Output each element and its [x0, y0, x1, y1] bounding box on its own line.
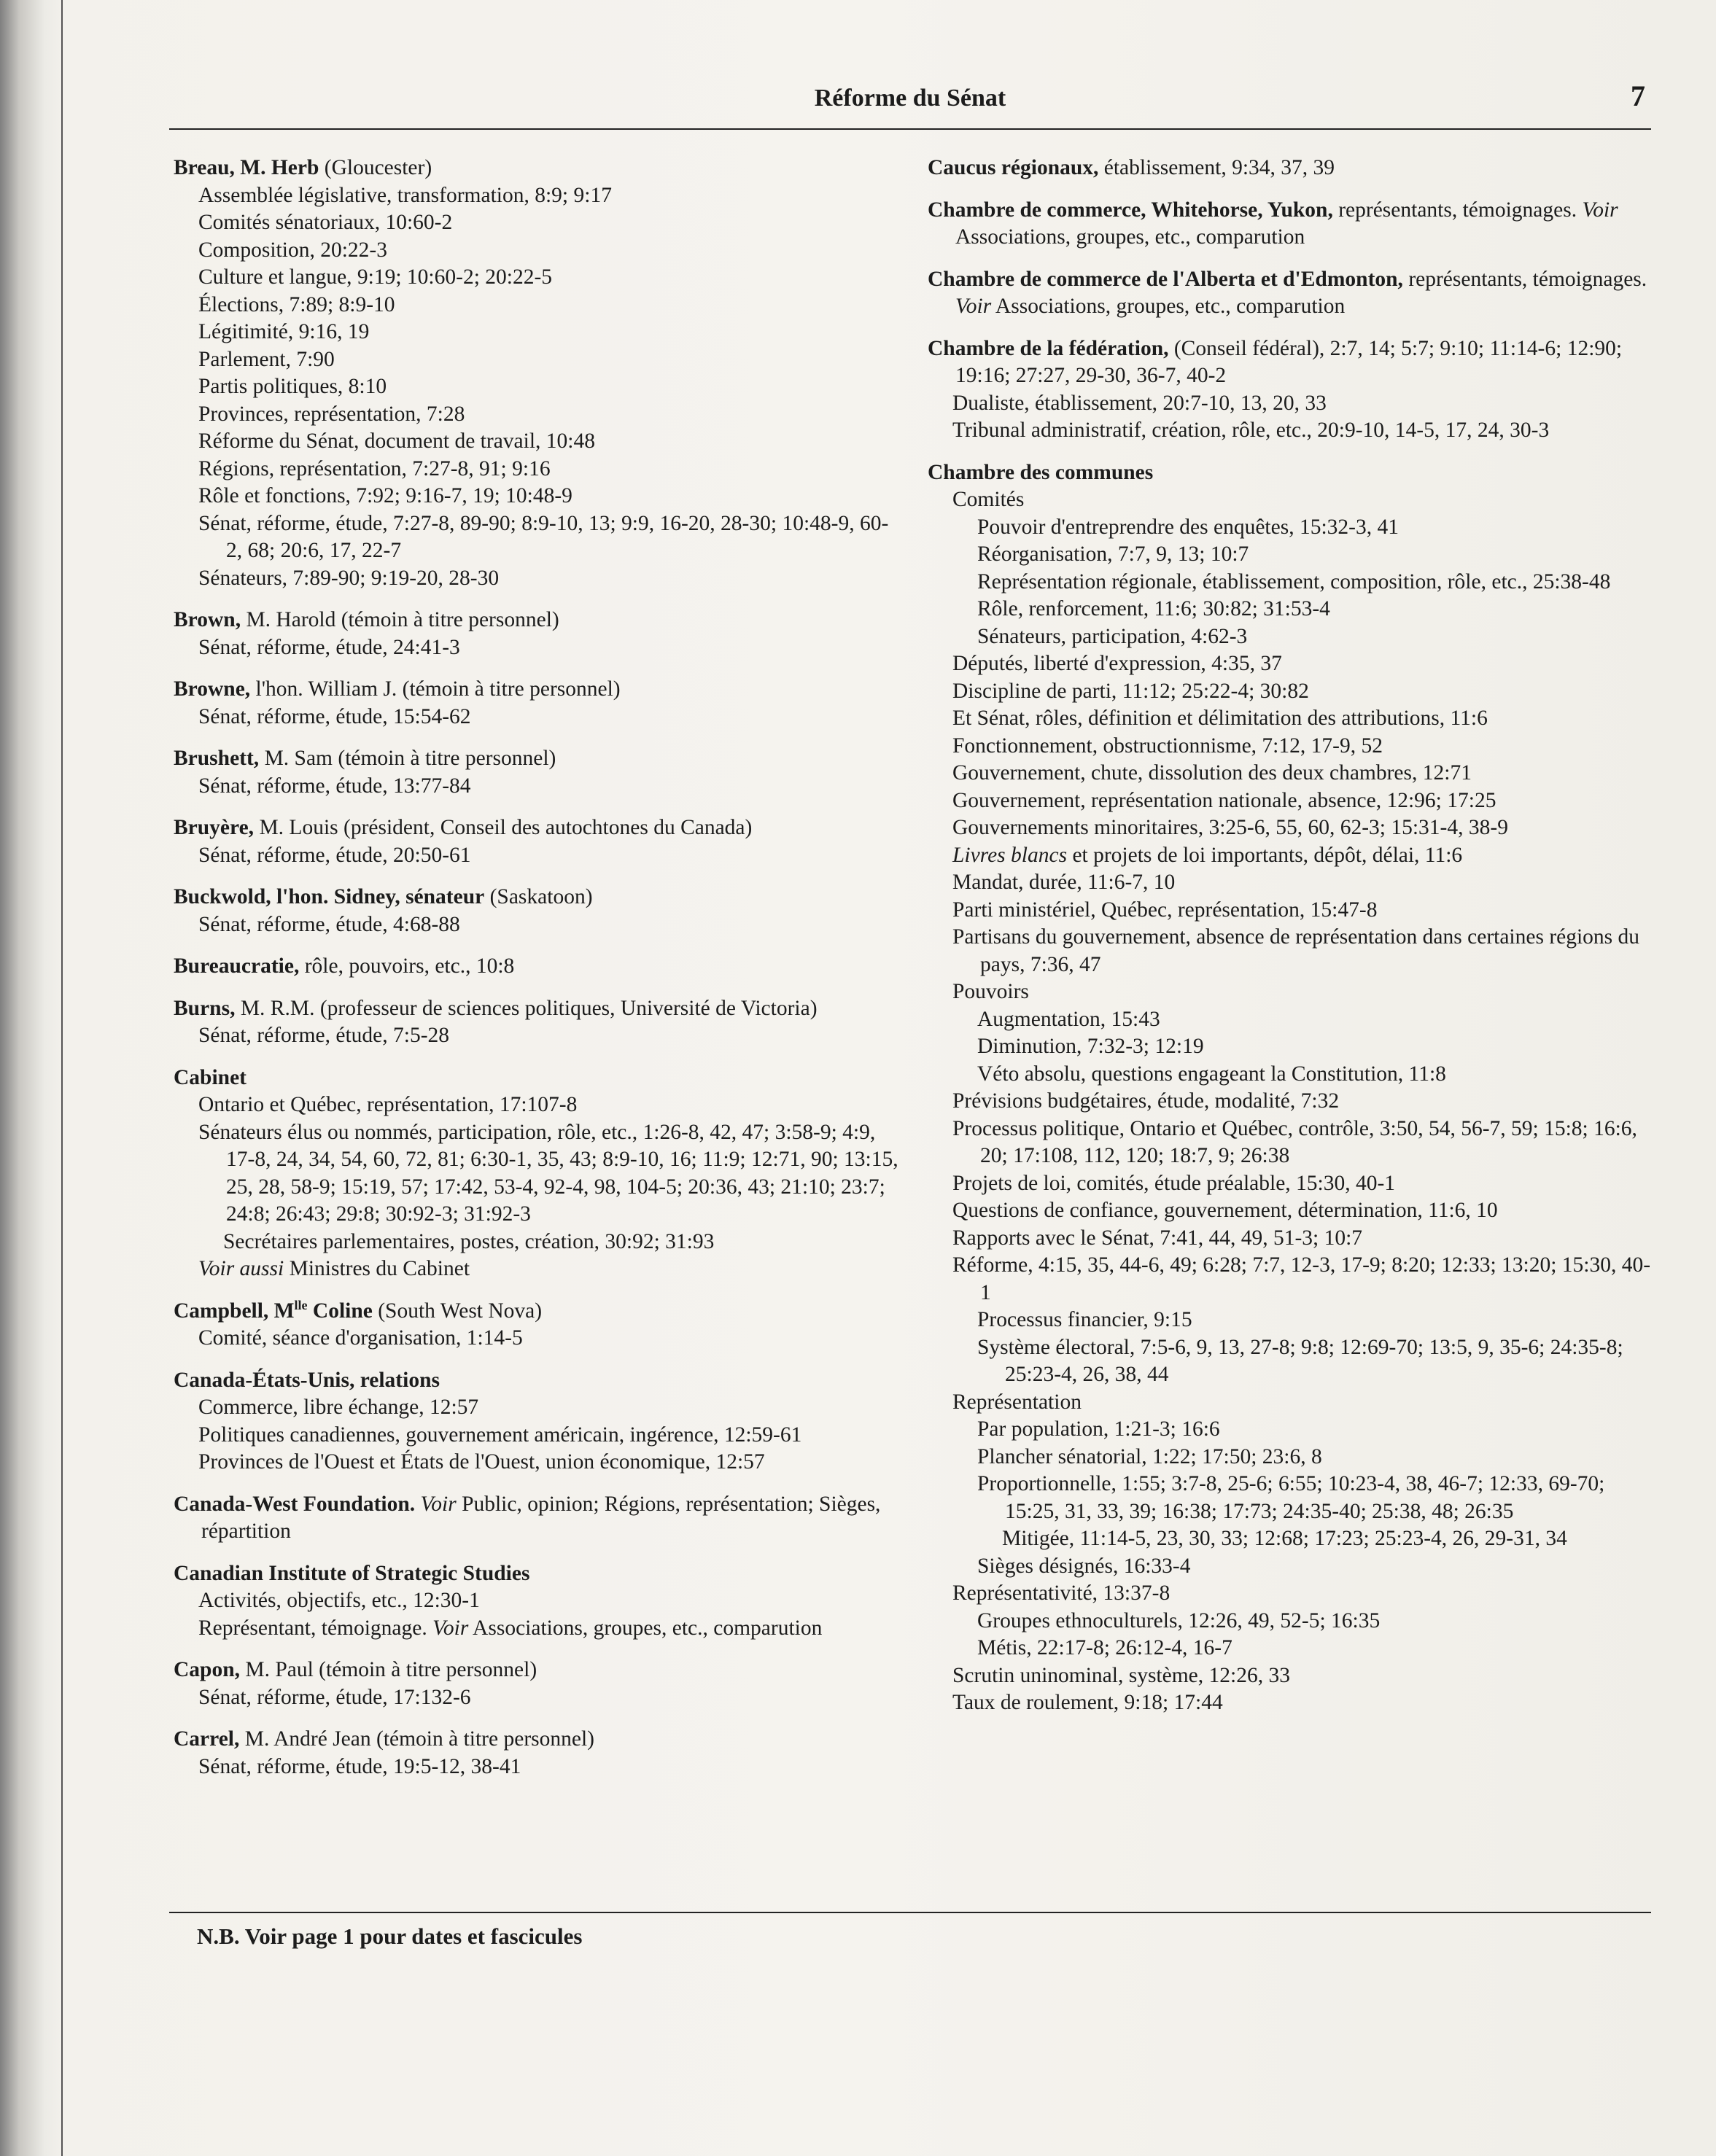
entry-line: Sénateurs élus ou nommés, participation, rôle, etc., 1:26-8, 42, 47; 3:58-9; 4:9, 17-8, 24, 34, 54, 60, 72, 81; 6:30-1, 35, 43; 8:9-10, 16; 11:9; 12:71, 90; 13:15, 25, 28, 58-9; 15:19, 57; 17:42, 53-4, 92-4, 98, 104-5; 20:36, 43; 21:10; 23:7; 24:8; 26:43; 29:8; 30:92-3; 31:92-3 — [198, 1120, 898, 1226]
entry-subline: Sièges désignés, 16:33-4 — [977, 1554, 1191, 1578]
entry-subline: Proportionnelle, 1:55; 3:7-8, 25-6; 6:55; 10:23-4, 38, 46-7; 12:33, 69-70; 15:25, 31, 33, 39; 16:38; 17:73; 24:35-40; 25:38, 48; 26:35 — [977, 1472, 1605, 1523]
entry-line: Et Sénat, rôles, définition et délimitation des attributions, 11:6 — [952, 707, 1488, 730]
entry-line: Prévisions budgétaires, étude, modalité, 7:32 — [952, 1089, 1340, 1113]
index-entry — [174, 676, 903, 731]
entry-subline: Plancher sénatorial, 1:22; 17:50; 23:6, 8 — [977, 1444, 1322, 1468]
index-column-right — [928, 155, 1657, 1732]
entry-line: Sénat, réforme, étude, 7:5-28 — [198, 1024, 450, 1047]
entry-heading: Brown, M. Harold (témoin à titre personnel) — [174, 608, 559, 631]
see-also-line: Voir aussi Ministres du Cabinet — [198, 1257, 470, 1280]
entry-subline: Véto absolu, questions engageant la Constitution, 11:8 — [977, 1062, 1446, 1086]
entry-line: Sénat, réforme, étude, 24:41-3 — [198, 635, 460, 659]
binding-edge — [61, 0, 63, 2156]
entry-line: Parlement, 7:90 — [198, 347, 335, 371]
entry-subline: Réorganisation, 7:7, 9, 13; 10:7 — [977, 542, 1249, 566]
entry-subline: Pouvoir d'entreprendre des enquêtes, 15:32-3, 41 — [977, 515, 1399, 539]
entry-line: Régions, représentation, 7:27-8, 91; 9:16 — [198, 456, 551, 480]
page-edge-shadow — [0, 0, 64, 2156]
entry-heading: Cabinet — [174, 1065, 246, 1089]
header-title: Réforme du Sénat — [814, 85, 1006, 112]
entry-subline: Par population, 1:21-3; 16:6 — [977, 1417, 1220, 1441]
index-entry — [174, 953, 903, 981]
entry-line: Comité, séance d'organisation, 1:14-5 — [198, 1326, 523, 1350]
entry-line: Politiques canadiennes, gouvernement américain, ingérence, 12:59-61 — [198, 1423, 802, 1447]
entry-line: Parti ministériel, Québec, représentation, 15:47-8 — [952, 898, 1378, 922]
entry-heading: Chambre de commerce de l'Alberta et d'Edmonton, représentants, témoignages. Voir Associations, groupes, etc., comparution — [928, 267, 1647, 318]
entry-line: Dualiste, établissement, 20:7-10, 13, 20, 33 — [952, 391, 1327, 415]
index-entry — [928, 335, 1657, 445]
entry-line: Sénat, réforme, étude, 15:54-62 — [198, 704, 471, 728]
entry-line: Réforme, 4:15, 35, 44-6, 49; 6:28; 7:7, 12-3, 17-9; 8:20; 12:33; 13:20; 15:30, 40-1 — [952, 1253, 1651, 1304]
index-entry — [174, 1491, 903, 1546]
index-entry — [174, 1367, 903, 1476]
entry-line: Élections, 7:89; 8:9-10 — [198, 292, 395, 316]
entry-heading: Burns, M. R.M. (professeur de sciences politiques, Université de Victoria) — [174, 996, 818, 1020]
index-entry — [174, 607, 903, 661]
entry-sublist — [928, 486, 1657, 1717]
entry-heading: Breau, M. Herb (Gloucester) — [174, 156, 432, 179]
index-entry — [174, 1065, 903, 1283]
entry-heading: Carrel, M. André Jean (témoin à titre personnel) — [174, 1727, 594, 1751]
entry-heading: Browne, l'hon. William J. (témoin à titre personnel) — [174, 677, 621, 701]
entry-subline: Groupes ethnoculturels, 12:26, 49, 52-5; 16:35 — [977, 1608, 1381, 1632]
entry-line: Questions de confiance, gouvernement, détermination, 11:6, 10 — [952, 1199, 1498, 1222]
entry-heading: Bruyère, M. Louis (président, Conseil des autochtones du Canada) — [174, 816, 753, 839]
entry-line: Partis politiques, 8:10 — [198, 375, 387, 398]
entry-line: Gouvernement, représentation nationale, absence, 12:96; 17:25 — [952, 788, 1496, 812]
entry-subline: Métis, 22:17-8; 26:12-4, 16-7 — [977, 1636, 1232, 1659]
entry-heading: Campbell, $M^{lle}$ Coline (South West Nova) — [174, 1297, 543, 1323]
entry-subline: Diminution, 7:32-3; 12:19 — [977, 1035, 1204, 1058]
entry-subline: Représentation régionale, établissement, composition, rôle, etc., 25:38-48 — [977, 569, 1611, 594]
entry-heading: Canada-États-Unis, relations — [174, 1368, 440, 1392]
entry-line: Sénat, réforme, étude, 17:132-6 — [198, 1685, 471, 1709]
entry-line: Gouvernement, chute, dissolution des deux chambres, 12:71 — [952, 761, 1472, 785]
entry-subline: Système électoral, 7:5-6, 9, 13, 27-8; 9:8; 12:69-70; 13:5, 9, 35-6; 24:35-8; 25:23-4, 26, 38, 44 — [977, 1335, 1623, 1386]
entry-heading: Brushett, M. Sam (témoin à titre personnel) — [174, 747, 556, 770]
entry-line: Sénat, réforme, étude, 19:5-12, 38-41 — [198, 1754, 521, 1778]
entry-heading: Chambre de commerce, Whitehorse, Yukon, représentants, témoignages. Voir Associations, groupes, etc., comparution — [928, 198, 1618, 249]
entry-line: Scrutin uninominal, système, 12:26, 33 — [952, 1663, 1290, 1687]
entry-line: Taux de roulement, 9:18; 17:44 — [952, 1691, 1223, 1714]
entry-line: Gouvernements minoritaires, 3:25-6, 55, 60, 62-3; 15:31-4, 38-9 — [952, 816, 1508, 839]
entry-line: Députés, liberté d'expression, 4:35, 37 — [952, 652, 1282, 675]
entry-line: Projets de loi, comités, étude préalable, 15:30, 40-1 — [952, 1171, 1396, 1195]
footer-rule — [169, 1912, 1651, 1913]
index-entry — [174, 814, 903, 869]
entry-line: Provinces de l'Ouest et États de l'Ouest, union économique, 12:57 — [198, 1450, 765, 1474]
entry-subline: Rôle, renforcement, 11:6; 30:82; 31:53-4 — [977, 597, 1330, 620]
entry-line: Comités — [952, 488, 1025, 511]
entry-line: Assemblée législative, transformation, 8:9; 9:17 — [198, 183, 612, 207]
entry-heading: Caucus régionaux, établissement, 9:34, 37, 39 — [928, 156, 1335, 179]
index-entry — [174, 1298, 903, 1353]
entry-subline: Processus financier, 9:15 — [977, 1308, 1192, 1331]
index-entry — [174, 1726, 903, 1781]
entry-line: Légitimité, 9:16, 19 — [198, 320, 370, 343]
index-entry — [174, 1560, 903, 1643]
entry-line: Mandat, durée, 11:6-7, 10 — [952, 871, 1176, 894]
running-header — [169, 79, 1651, 130]
entry-line: Réforme du Sénat, document de travail, 10:48 — [198, 429, 595, 453]
index-entry — [174, 745, 903, 800]
entry-line: Sénat, réforme, étude, 20:50-61 — [198, 843, 471, 867]
entry-line: Composition, 20:22-3 — [198, 238, 387, 262]
entry-line: Ontario et Québec, représentation, 17:107-8 — [198, 1093, 578, 1116]
index-entry — [928, 197, 1657, 252]
index-entry — [928, 459, 1657, 1717]
entry-line: Sénat, réforme, étude, 7:27-8, 89-90; 8:9-10, 13; 9:9, 16-20, 28-30; 10:48-9, 60-2, 68; 20:6, 17, 22-7 — [198, 511, 889, 562]
index-entry — [928, 155, 1657, 182]
entry-heading: Chambre des communes — [928, 460, 1154, 484]
footer-note: N.B. Voir page 1 pour dates et fascicules — [197, 1923, 583, 1949]
entry-line: Provinces, représentation, 7:28 — [198, 402, 465, 426]
entry-line: Comités sénatoriaux, 10:60-2 — [198, 211, 453, 234]
entry-line: Fonctionnement, obstructionnisme, 7:12, 17-9, 52 — [952, 733, 1383, 758]
entry-line: Rapports avec le Sénat, 7:41, 44, 49, 51-3; 10:7 — [952, 1226, 1363, 1250]
index-entry — [928, 266, 1657, 321]
entry-line: Représentativité, 13:37-8 — [952, 1581, 1170, 1605]
index-entry — [174, 1657, 903, 1711]
entry-line: Livres blancs et projets de loi importants, dépôt, délai, 11:6 — [952, 843, 1463, 867]
entry-subline: Secrétaires parlementaires, postes, création, 30:92; 31:93 — [223, 1229, 715, 1253]
index-entry — [174, 155, 903, 592]
entry-subsubline: Mitigée, 11:14-5, 23, 30, 33; 12:68; 17:23; 25:23-4, 26, 29-31, 34 — [1002, 1527, 1567, 1550]
entry-line: Sénat, réforme, étude, 4:68-88 — [198, 912, 460, 936]
entry-heading: Bureaucratie, rôle, pouvoirs, etc., 10:8 — [174, 954, 515, 978]
entry-line: Culture et langue, 9:19; 10:60-2; 20:22-5 — [198, 265, 553, 289]
entry-line: Représentant, témoignage. Voir Associations, groupes, etc., comparution — [198, 1616, 823, 1640]
entry-line: Processus politique, Ontario et Québec, contrôle, 3:50, 54, 56-7, 59; 15:8; 16:6, 20; 17:108, 112, 120; 18:7, 9; 26:38 — [952, 1116, 1637, 1167]
entry-subline: Sénateurs, participation, 4:62-3 — [977, 624, 1248, 648]
entry-heading: Buckwold, l'hon. Sidney, sénateur (Saskatoon) — [174, 885, 593, 908]
entry-line: Sénat, réforme, étude, 13:77-84 — [198, 774, 471, 798]
entry-line: Tribunal administratif, création, rôle, etc., 20:9-10, 14-5, 17, 24, 30-3 — [952, 419, 1550, 442]
entry-line: Partisans du gouvernement, absence de représentation dans certaines régions du pays, 7:36, 47 — [952, 925, 1640, 976]
entry-line: Représentation — [952, 1390, 1082, 1414]
entry-line: Rôle et fonctions, 7:92; 9:16-7, 19; 10:48-9 — [198, 484, 572, 507]
page-number: 7 — [1631, 79, 1645, 112]
entry-line: Sénateurs, 7:89-90; 9:19-20, 28-30 — [198, 566, 500, 590]
index-column-left — [174, 155, 903, 1795]
entry-heading: Chambre de la fédération, (Conseil fédéral), 2:7, 14; 5:7; 9:10; 11:14-6; 12:90; 19:16; 27:27, 29-30, 36-7, 40-2 — [928, 336, 1623, 387]
index-entry — [174, 884, 903, 938]
entry-line: Activités, objectifs, etc., 12:30-1 — [198, 1589, 480, 1612]
entry-line: Pouvoirs — [952, 980, 1029, 1003]
entry-line: Commerce, libre échange, 12:57 — [198, 1396, 479, 1419]
entry-line: Discipline de parti, 11:12; 25:22-4; 30:82 — [952, 679, 1309, 703]
entry-heading: Capon, M. Paul (témoin à titre personnel) — [174, 1658, 537, 1681]
entry-heading: Canadian Institute of Strategic Studies — [174, 1561, 530, 1585]
index-entry — [174, 995, 903, 1050]
entry-subline: Augmentation, 15:43 — [977, 1007, 1160, 1031]
entry-heading: Canada-West Foundation. Voir Public, opinion; Régions, représentation; Sièges, répartition — [174, 1492, 881, 1543]
